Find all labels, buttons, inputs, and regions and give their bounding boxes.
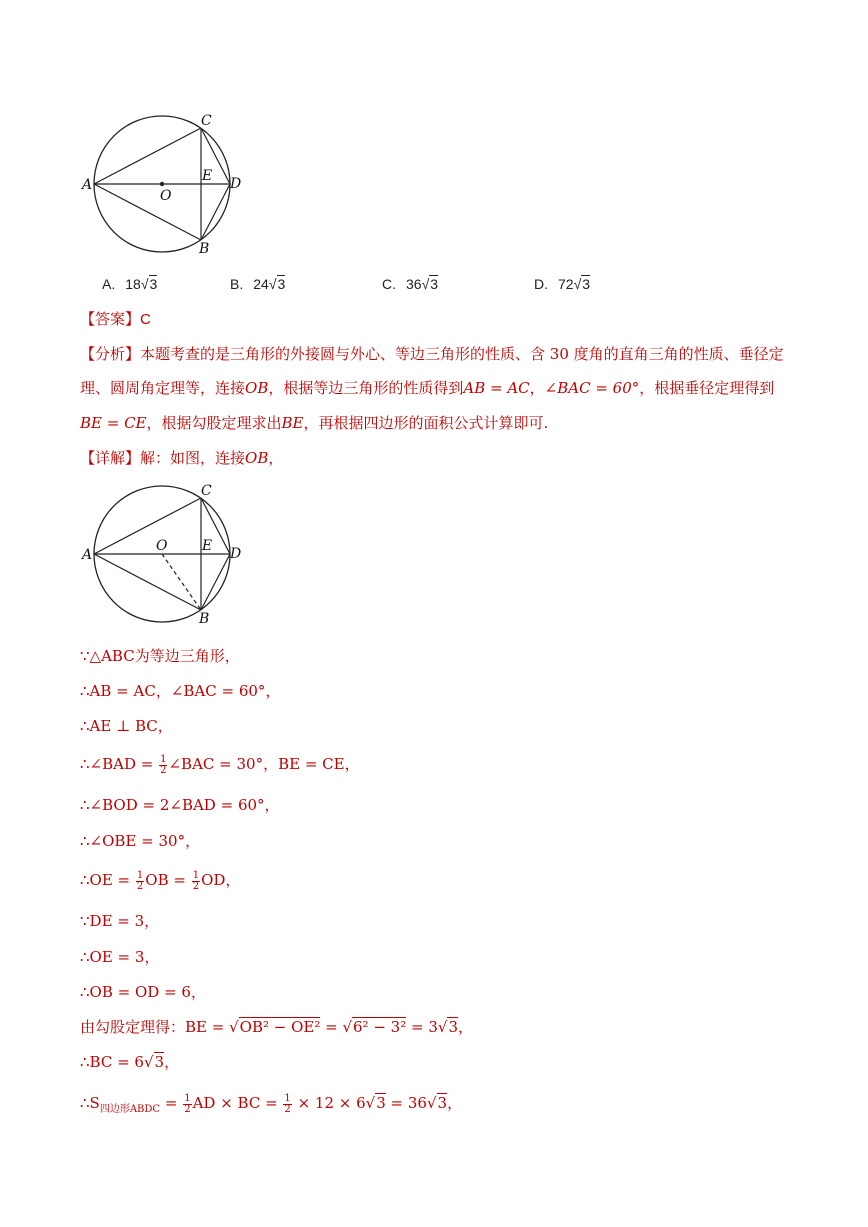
step-text: ∴AE ⊥ BC，	[80, 717, 173, 735]
radicand: 6² − 3²	[353, 1018, 407, 1036]
step-text: AD × BC =	[192, 1094, 283, 1112]
segment-ob-dashed	[162, 554, 201, 610]
analysis-line-3	[80, 412, 548, 434]
numerator: 1	[192, 869, 200, 881]
geometry-figure-1	[80, 108, 260, 258]
step-text: = 3	[406, 1018, 438, 1036]
analysis-text: ，根据等边三角形的性质得到	[268, 379, 464, 397]
detail-math: OB	[245, 449, 269, 467]
choice-coef: 72	[558, 276, 574, 292]
label-e: E	[202, 538, 213, 554]
analysis-line-2	[80, 377, 774, 399]
label-b: B	[199, 611, 210, 627]
label-o: O	[156, 538, 168, 554]
step-5	[80, 794, 280, 816]
fraction	[192, 871, 200, 892]
radicand: 3	[437, 1094, 448, 1112]
analysis-text: ，再根据四边形的面积公式计算即可.	[303, 414, 549, 432]
analysis-tag: 【分析】	[80, 345, 141, 363]
segment-bd	[201, 184, 230, 240]
step-4	[80, 753, 360, 776]
detail-tag: 【详解】	[80, 449, 141, 467]
subscript: 四边形ABDC	[99, 1104, 161, 1115]
fraction	[159, 755, 167, 776]
label-b: B	[199, 241, 210, 257]
answer-tag: 【答案】	[80, 310, 141, 328]
radicand: 3	[376, 1094, 386, 1112]
segment-bd	[201, 554, 230, 610]
label-e: E	[202, 168, 213, 184]
choice-coef: 18	[125, 276, 141, 292]
numerator: 1	[284, 1092, 291, 1104]
analysis-math: BE = CE	[80, 414, 147, 432]
step-text: ，	[164, 1053, 180, 1071]
analysis-text-1: 本题考查的是三角形的外接圆与外心、等边三角形的性质、含 30 度角的直角三角的性质、垂径定	[140, 345, 784, 363]
analysis-text: ，	[529, 379, 545, 397]
step-text: ∴OE =	[80, 871, 135, 889]
label-c: C	[201, 113, 212, 129]
step-12: ∴BC = 6√3，	[80, 1053, 180, 1071]
step-3	[80, 715, 173, 737]
analysis-text: ，根据垂径定理得到	[639, 379, 775, 397]
denominator: 2	[136, 880, 144, 892]
step-text: ∴S	[80, 1094, 100, 1112]
choice-coef: 36	[406, 276, 422, 292]
step-13: $\therefore S_{四边形ABDC}$ = $\frac{1}{2}$ AD × BC = $\frac{1}{2}$ × 12 × 6√3 = 36√3，	[80, 1092, 463, 1115]
analysis-text: 理、圆周角定理等，连接	[80, 379, 246, 397]
choice-d: D. 72√3	[534, 276, 591, 292]
step-text: ∠BAC = 30°，BE = CE，	[168, 755, 360, 773]
step-2	[80, 680, 280, 702]
step-text: ∴OE = 3，	[80, 948, 160, 966]
segment-ac	[94, 128, 201, 184]
step-text: = 36	[385, 1094, 427, 1112]
analysis-math: AB = AC	[463, 379, 530, 397]
step-text: ∵△ABC为等边三角形，	[80, 647, 240, 665]
geometry-figure-2	[80, 478, 260, 628]
step-text: =	[160, 1094, 183, 1112]
choice-letter: D.	[534, 276, 548, 292]
numerator: 1	[136, 869, 144, 881]
analysis-math: BE	[281, 414, 304, 432]
choice-letter: C.	[382, 276, 396, 292]
label-c: C	[201, 483, 212, 499]
choice-rad: 3	[277, 276, 286, 292]
label-d: D	[230, 176, 242, 192]
analysis-math: OB	[245, 379, 269, 397]
step-text: ∴∠OBE = 30°，	[80, 832, 201, 850]
step-text: ∴AB = AC，∠BAC = 60°，	[80, 682, 281, 700]
segment-ac	[94, 498, 201, 554]
label-a: A	[82, 547, 93, 563]
center-point	[160, 182, 164, 186]
step-text: ，	[447, 1094, 463, 1112]
analysis-text: ，根据勾股定理求出	[146, 414, 282, 432]
label-d: D	[230, 546, 242, 562]
step-10	[80, 981, 206, 1003]
detail-text: 解：如图，连接	[140, 449, 246, 467]
numerator: 1	[184, 1092, 191, 1104]
step-text: ∴∠BOD = 2∠BAD = 60°，	[80, 796, 280, 814]
denominator: 2	[184, 1103, 191, 1115]
choice-c: C. 36√3	[382, 276, 439, 292]
detail-text: ，	[268, 449, 284, 467]
analysis-math: ∠BAC = 60°	[544, 379, 640, 397]
answer-value: C	[140, 311, 151, 328]
numerator: 1	[160, 753, 167, 765]
step-text: =	[320, 1018, 343, 1036]
step-8	[80, 910, 159, 932]
radicand: 3	[154, 1053, 165, 1071]
radicand: 3	[448, 1018, 458, 1036]
step-text: ∴OB = OD = 6，	[80, 983, 206, 1001]
detail-line	[80, 447, 283, 469]
step-text: OD，	[201, 871, 241, 889]
label-o: O	[160, 188, 172, 204]
step-9	[80, 946, 159, 968]
denominator: 2	[284, 1103, 291, 1115]
fraction	[183, 1094, 191, 1115]
choice-a: A. 18√3	[102, 276, 158, 292]
step-text: ，	[458, 1018, 474, 1036]
fraction	[136, 871, 144, 892]
choice-b: B. 24√3	[230, 276, 286, 292]
step-text: 由勾股定理得：BE =	[80, 1018, 230, 1036]
radicand: OB² − OE²	[239, 1018, 321, 1036]
choice-rad: 3	[149, 276, 158, 292]
step-7	[80, 869, 240, 892]
choice-letter: B.	[230, 276, 244, 292]
fraction	[283, 1094, 291, 1115]
step-text: ∴∠BAD =	[80, 755, 159, 773]
denominator: 2	[160, 764, 167, 776]
step-1	[80, 645, 240, 667]
step-11: 由勾股定理得：BE = √OB² − OE² = √6² − 3² = 3√3，	[80, 1018, 474, 1036]
segment-ab	[94, 184, 201, 240]
analysis-line-1	[80, 343, 784, 365]
step-text: OB =	[145, 871, 191, 889]
choice-rad: 3	[430, 276, 439, 292]
denominator: 2	[192, 880, 200, 892]
step-text: × 12 × 6	[292, 1094, 366, 1112]
step-text: ∵DE = 3，	[80, 912, 160, 930]
step-text: ∴BC = 6	[80, 1053, 144, 1071]
answer-line	[80, 308, 151, 331]
choice-coef: 24	[253, 276, 269, 292]
step-6	[80, 830, 200, 852]
choice-letter: A.	[102, 276, 116, 292]
choice-rad: 3	[582, 276, 591, 292]
label-a: A	[82, 177, 93, 193]
segment-ab	[94, 554, 201, 610]
